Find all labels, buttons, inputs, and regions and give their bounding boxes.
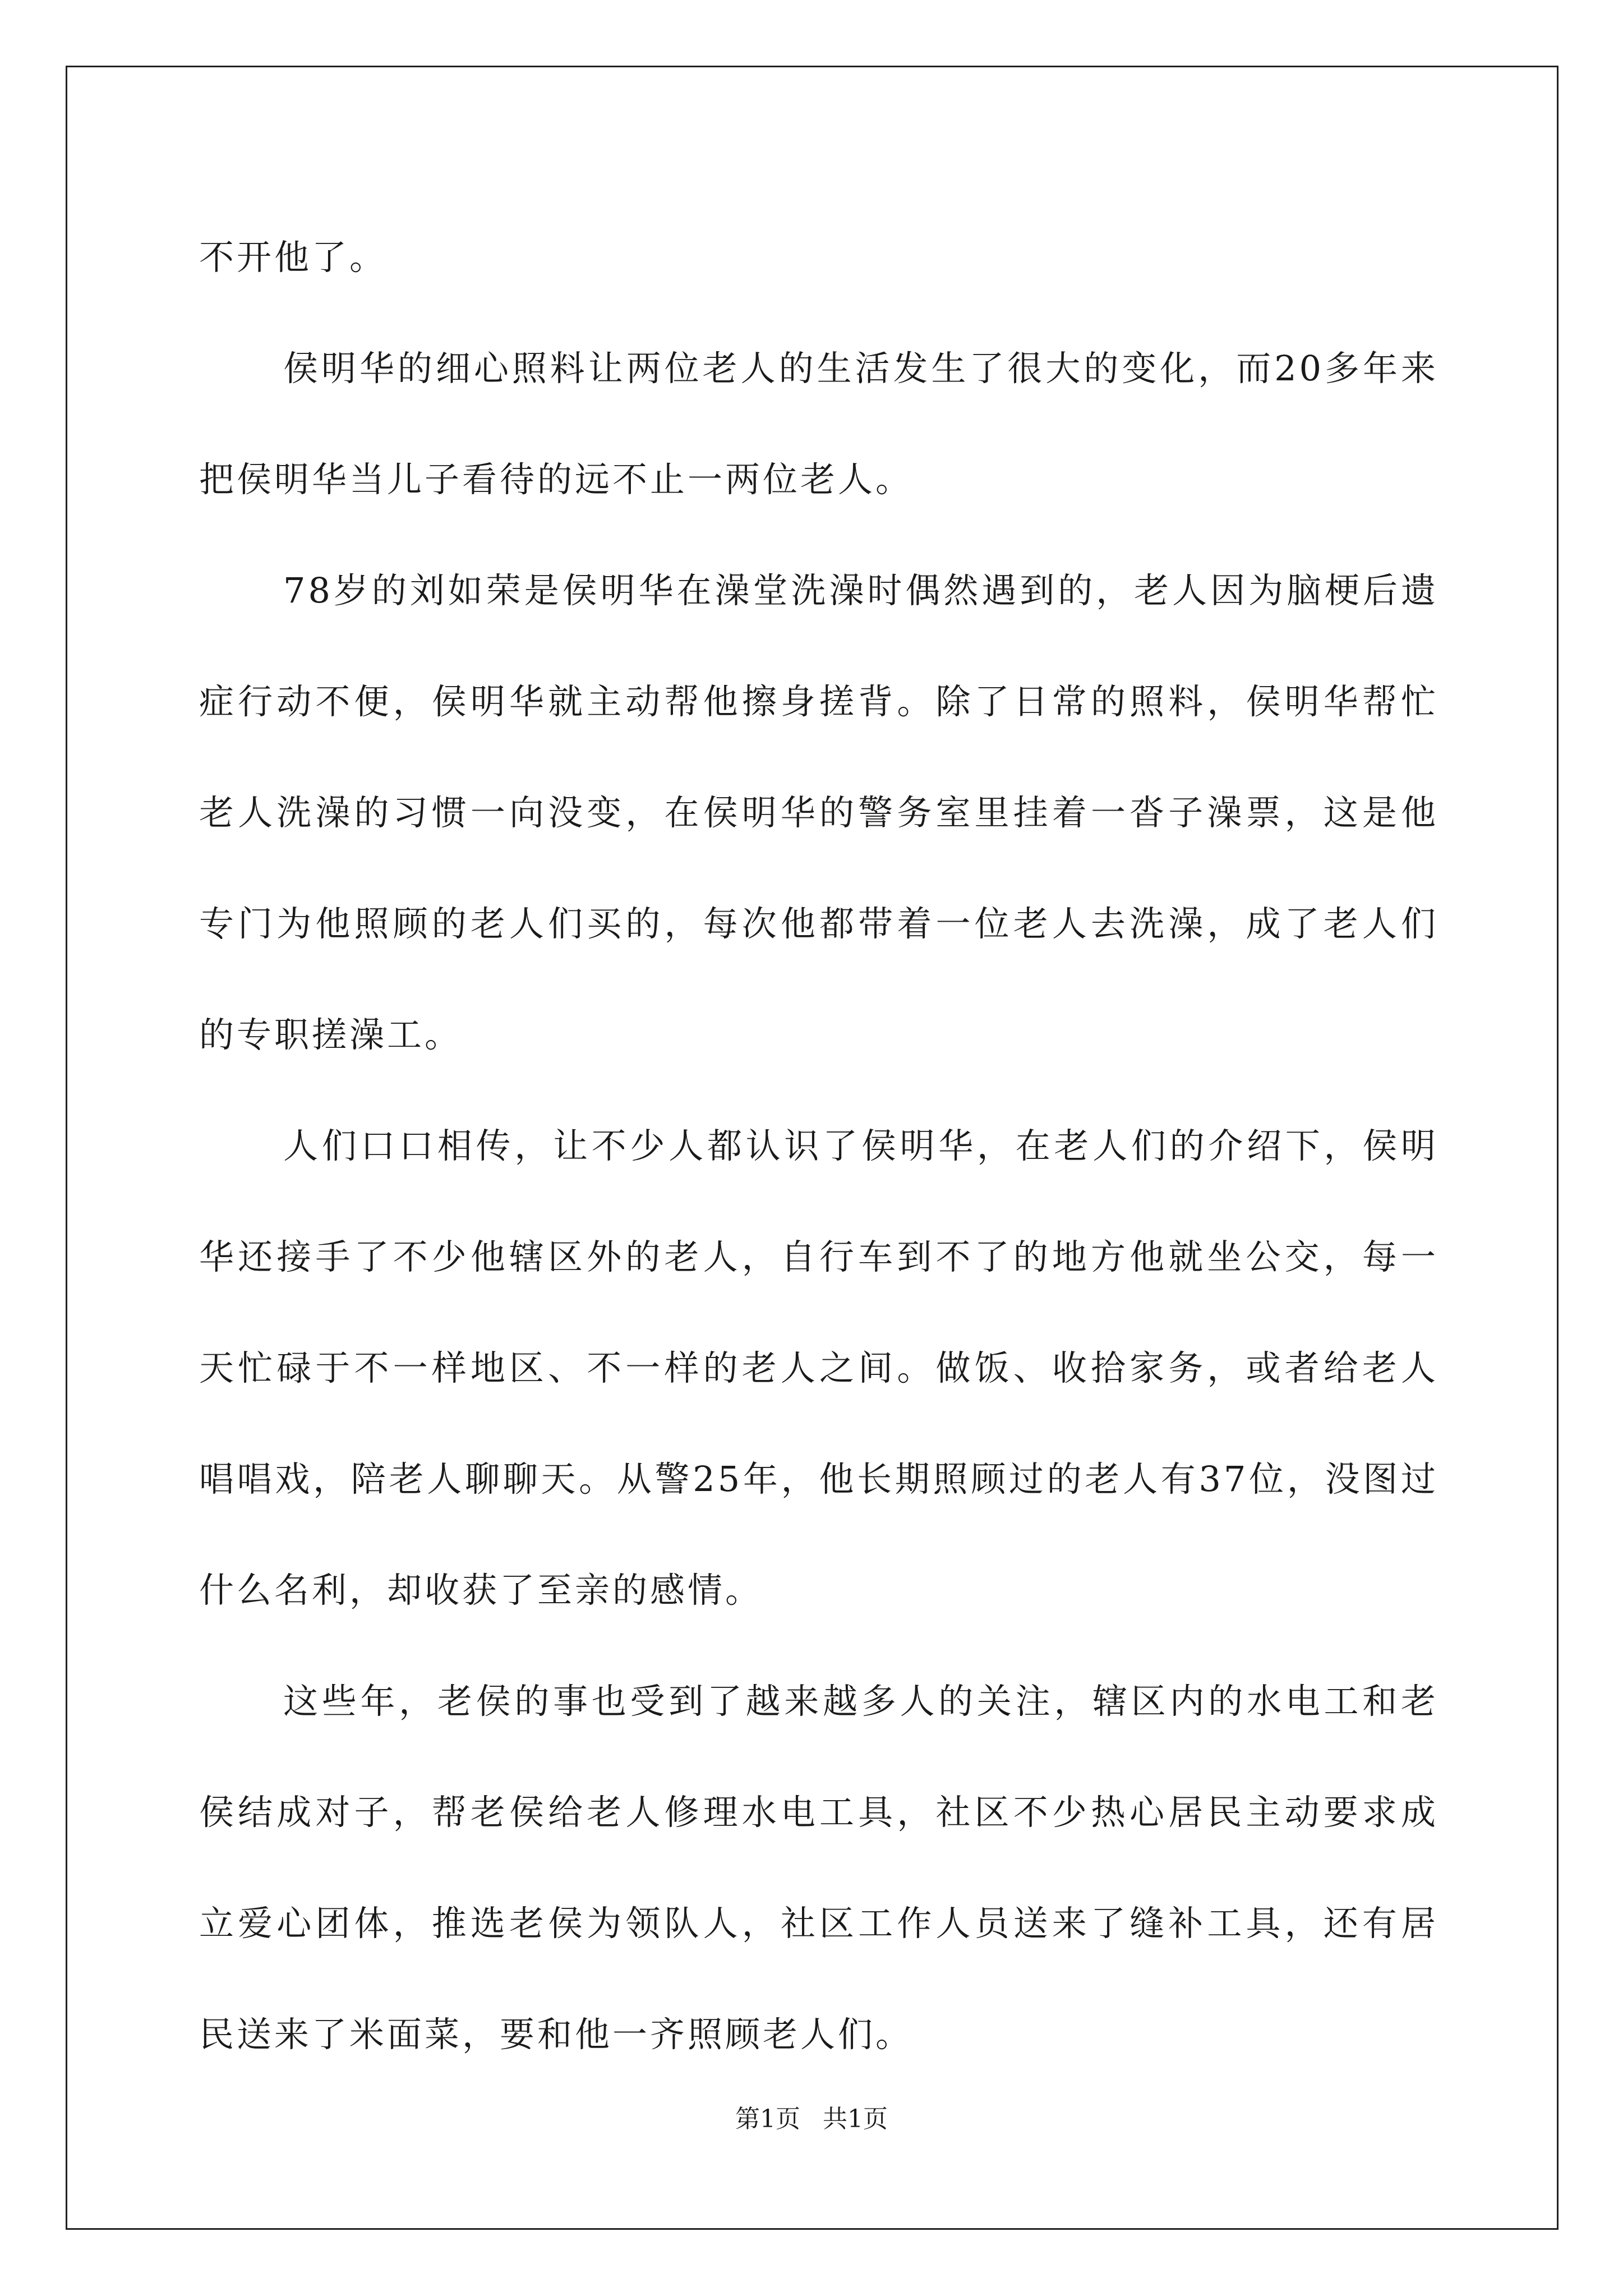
paragraph: 78岁的刘如荣是侯明华在澡堂洗澡时偶然遇到的，老人因为脑梗后遗症行动不便，侯明华就主动帮他擦身搓背。除了日常的照料，侯明华帮忙老人洗澡的习惯一向没变，在侯明华的警务室里挂着一沓子澡票，这是他专门为他照顾的老人们买的，每次他都带着一位老人去洗澡，成了老人们的专职搓澡工。: [199, 570, 1438, 1055]
paragraph: 人们口口相传，让不少人都认识了侯明华，在老人们的介绍下，侯明华还接手了不少他辖区外的老人，自行车到不了的地方他就坐公交，每一天忙碌于不一样地区、不一样的老人之间。做饭、收拾家务，或者给老人唱唱戏，陪老人聊聊天。从警25年，他长期照顾过的老人有37位，没图过什么名利，却收获了至亲的感情。: [199, 1125, 1438, 1611]
paragraph: 侯明华的细心照料让两位老人的生活发生了很大的变化，而20多年来把侯明华当儿子看待的远不止一两位老人。: [199, 348, 1438, 500]
page-total: 共1页: [823, 2105, 888, 2133]
page-footer: [0, 2102, 1623, 2136]
paragraph-continued: 不开他了。: [199, 237, 388, 278]
paragraph: 这些年，老侯的事也受到了越来越多人的关注，辖区内的水电工和老侯结成对子，帮老侯给老人修理水电工具，社区不少热心居民主动要求成立爱心团体，推选老侯为领队人，社区工作人员送来了缝补工具，还有居民送来了米面菜，要和他一齐照顾老人们。: [199, 1681, 1438, 2055]
page-number: 第1页: [735, 2105, 800, 2133]
document-body: [199, 202, 1438, 2090]
